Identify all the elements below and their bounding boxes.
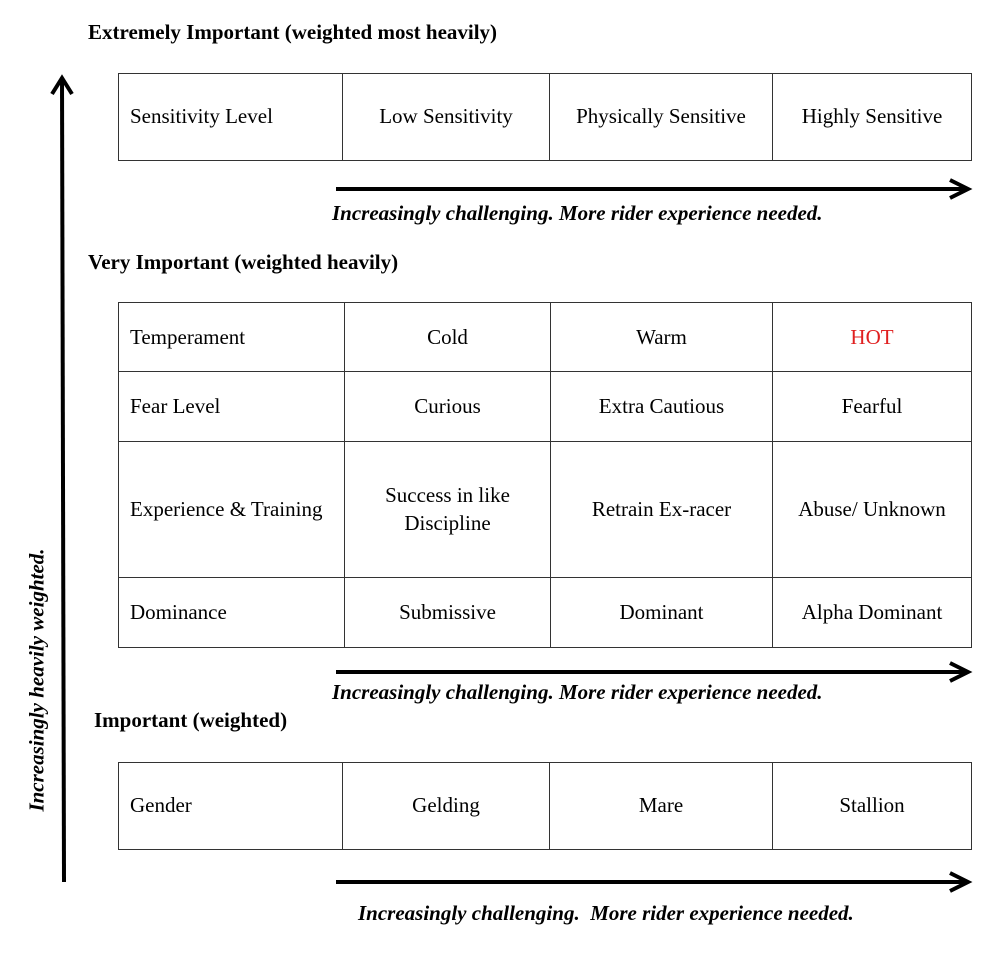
row-label-experience-training: Experience & Training (119, 441, 345, 578)
cell-hot: HOT (773, 303, 972, 372)
row-label-temperament: Temperament (119, 303, 345, 372)
table-row (119, 441, 972, 578)
cell-gelding: Gelding (343, 763, 550, 850)
cell-cold: Cold (345, 303, 551, 372)
section-heading-very-important: Very Important (weighted heavily) (88, 250, 399, 274)
horizontal-arrow (336, 177, 976, 201)
cell-abuse-unknown: Abuse/ Unknown (773, 441, 972, 578)
table-row (119, 578, 972, 648)
cell-warm: Warm (551, 303, 773, 372)
cell-curious: Curious (345, 372, 551, 441)
row-label-dominance: Dominance (119, 578, 345, 648)
arrow-note: Increasingly challenging. More rider experience needed. (332, 201, 823, 225)
cell-mare: Mare (550, 763, 773, 850)
cell-fearful: Fearful (773, 372, 972, 441)
cell-alpha-dominant: Alpha Dominant (773, 578, 972, 648)
cell-low-sensitivity: Low Sensitivity (343, 74, 550, 161)
row-label-sensitivity-level: Sensitivity Level (119, 74, 343, 161)
cell-retrain-ex-racer: Retrain Ex-racer (551, 441, 773, 578)
cell-stallion: Stallion (773, 763, 972, 850)
table-row (119, 372, 972, 441)
table-row (119, 303, 972, 372)
vertical-arrow (48, 72, 78, 892)
behavior-table (118, 302, 972, 648)
cell-success-in-like-discipline: Success in like Discipline (345, 441, 551, 578)
cell-highly-sensitive: Highly Sensitive (773, 74, 972, 161)
table-row (119, 74, 972, 161)
sensitivity-table (118, 73, 972, 161)
cell-physically-sensitive: Physically Sensitive (550, 74, 773, 161)
arrow-note: Increasingly challenging. More rider experience needed. (332, 680, 823, 704)
row-label-fear-level: Fear Level (119, 372, 345, 441)
arrow-note: Increasingly challenging. More rider experience needed. (358, 901, 854, 925)
gender-table (118, 762, 972, 850)
row-label-gender: Gender (119, 763, 343, 850)
horizontal-arrow (336, 870, 976, 894)
section-heading-important: Important (weighted) (94, 708, 288, 732)
table-row (119, 763, 972, 850)
section-heading-extremely-important: Extremely Important (weighted most heavily) (88, 20, 498, 44)
cell-dominant: Dominant (551, 578, 773, 648)
vertical-arrow-label: Increasingly heavily weighted. (24, 548, 49, 812)
cell-extra-cautious: Extra Cautious (551, 372, 773, 441)
cell-submissive: Submissive (345, 578, 551, 648)
